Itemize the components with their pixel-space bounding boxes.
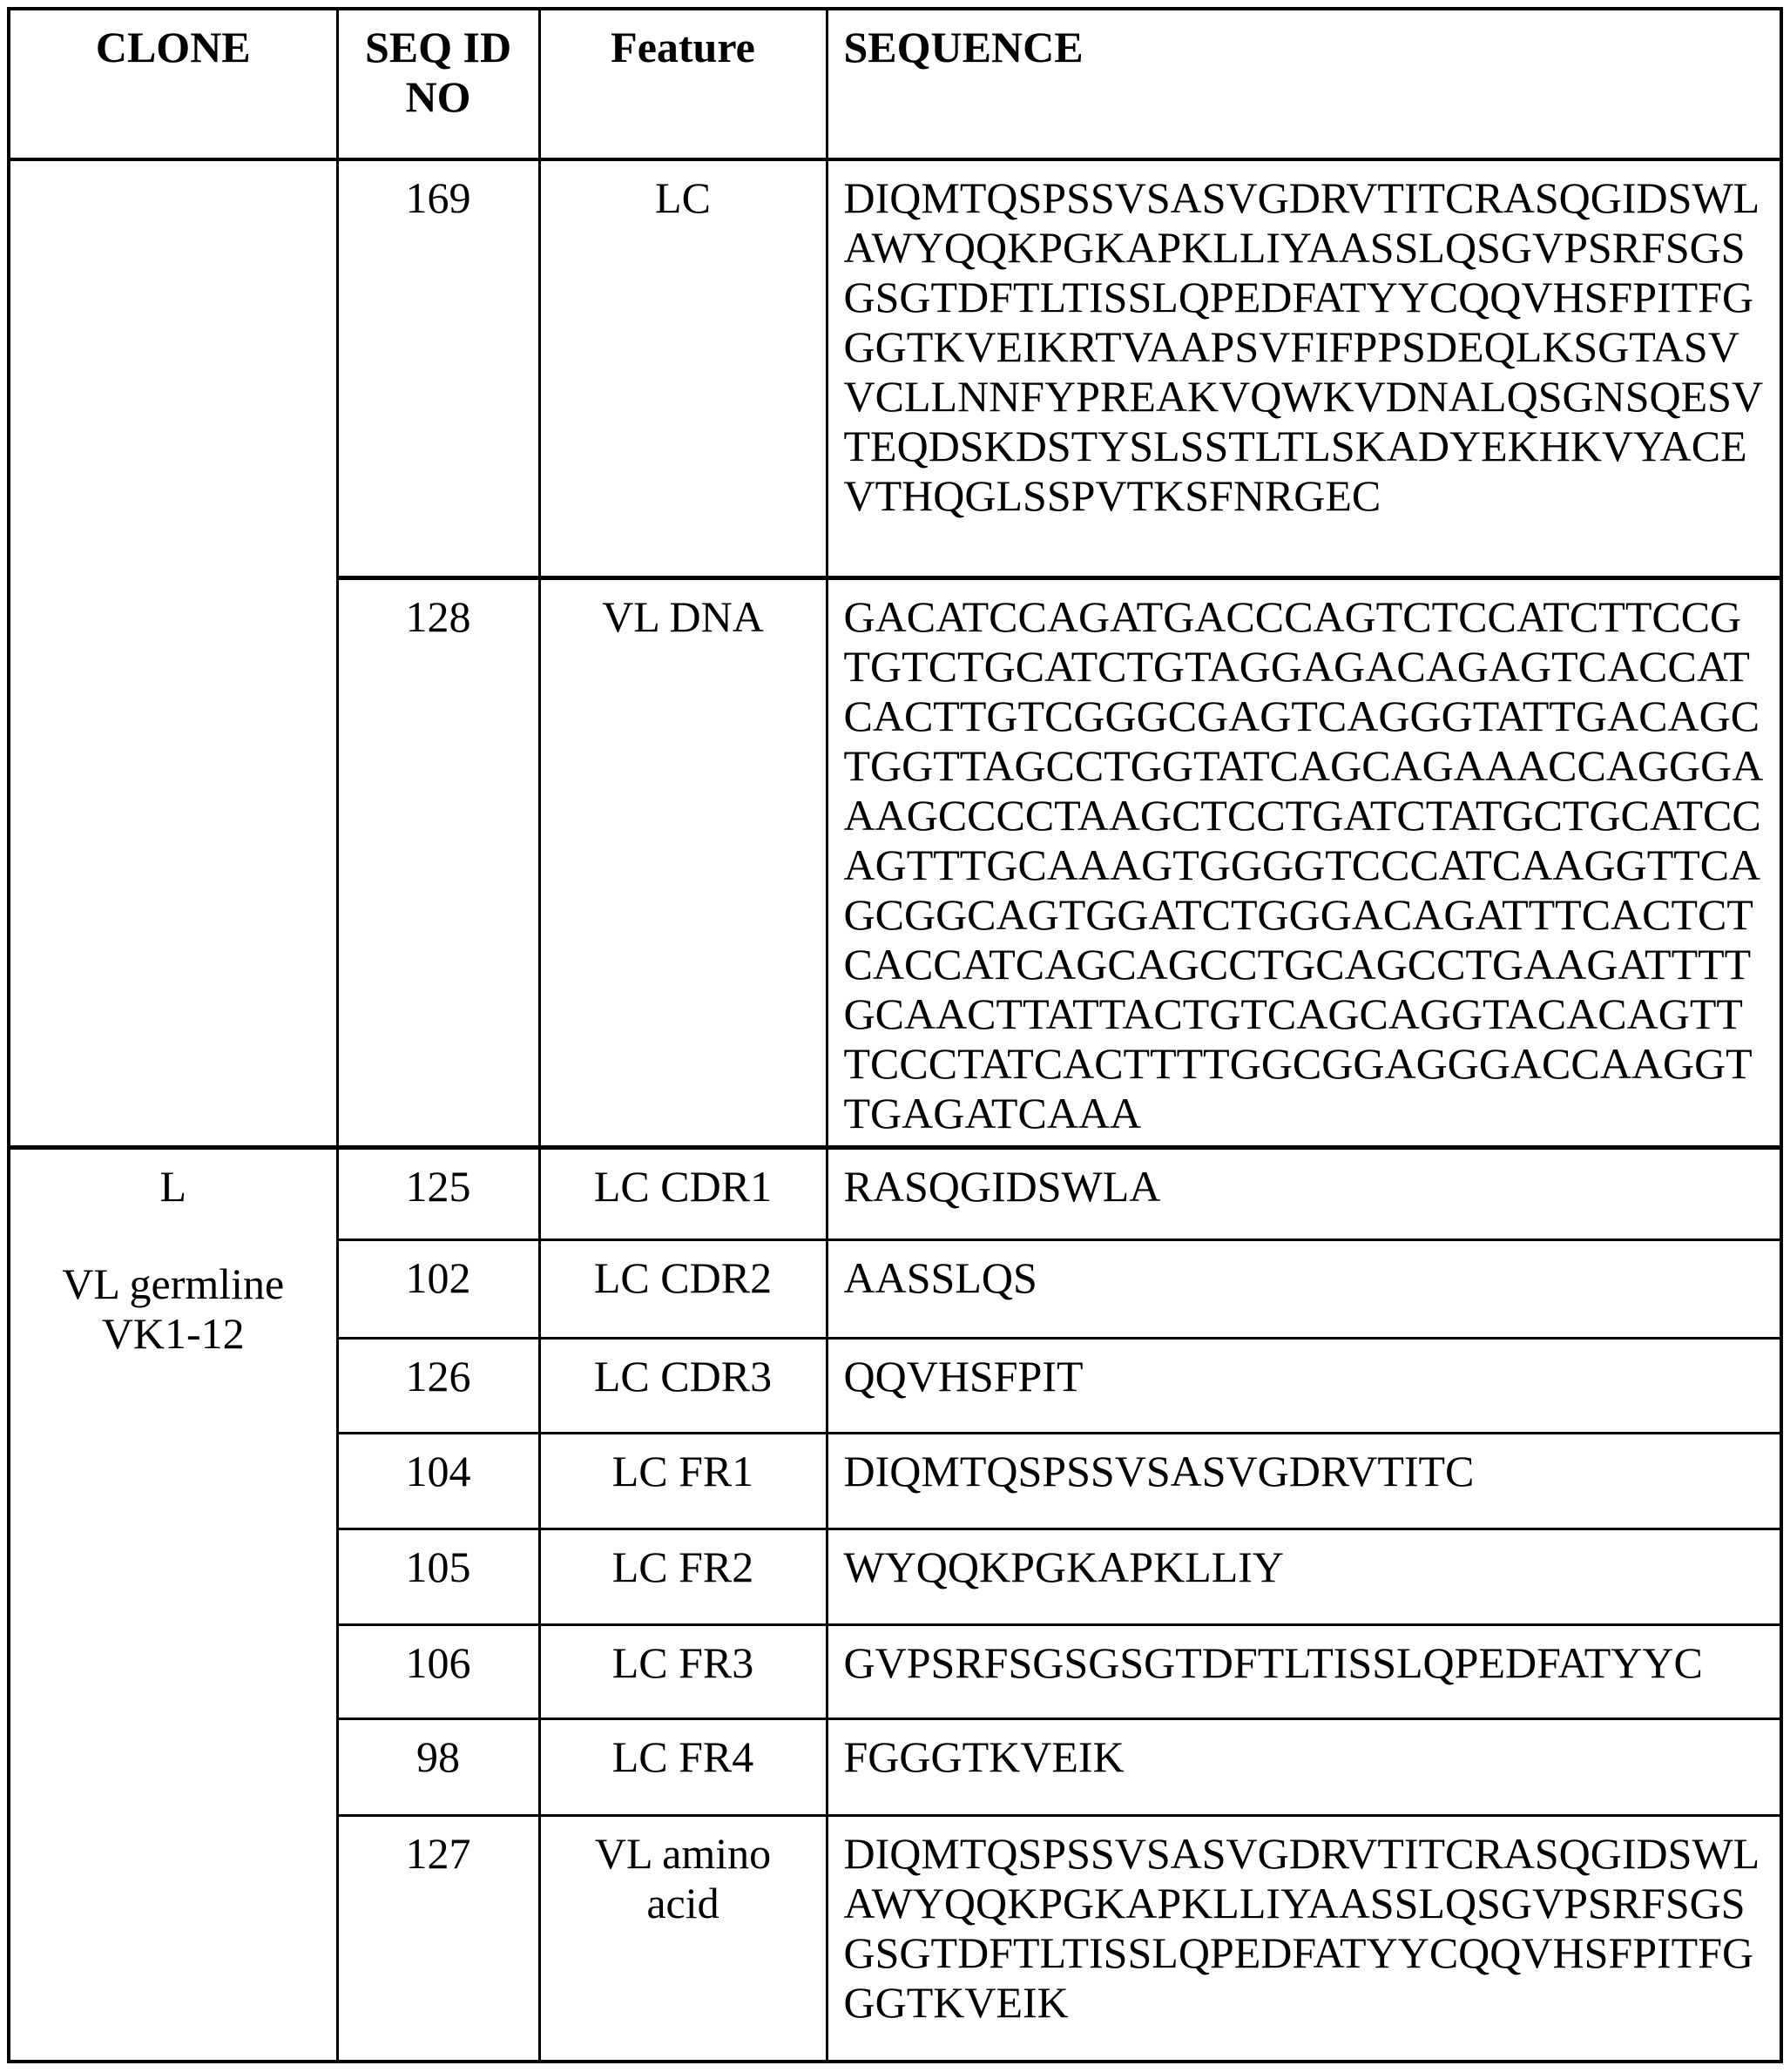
header-sequence: SEQUENCE [827, 9, 1781, 159]
feature-cell: LC FR2 [539, 1529, 827, 1624]
table-header-row [9, 9, 1781, 159]
seq-id-cell: 105 [337, 1529, 539, 1624]
clone-name: L [159, 1161, 187, 1211]
sequence-cell: DIQMTQSPSSVSASVGDRVTITCRASQGIDSWLAWYQQKPGKAPKLLIYAASSLQSGVPSRFSGSGSGTDFTLTISSLQPEDFATYYCQQVHSFPITFGGGTKVEIK [827, 1815, 1781, 2062]
feature-cell: LC FR4 [539, 1718, 827, 1815]
header-seq-id-no: SEQ ID NO [337, 9, 539, 159]
seq-id-cell: 98 [337, 1718, 539, 1815]
seq-id-cell: 128 [337, 577, 539, 1147]
sequence-cell: QQVHSFPIT [827, 1338, 1781, 1433]
clone-cell-empty [9, 159, 337, 1147]
feature-cell: VL DNA [539, 577, 827, 1147]
seq-id-cell: 169 [337, 159, 539, 577]
feature-cell: LC CDR2 [539, 1239, 827, 1338]
sequence-table [7, 7, 1783, 2063]
feature-cell: LC FR3 [539, 1624, 827, 1718]
feature-cell: LC FR1 [539, 1433, 827, 1529]
seq-id-cell: 106 [337, 1624, 539, 1718]
seq-id-cell: 125 [337, 1147, 539, 1239]
seq-id-cell: 127 [337, 1815, 539, 2062]
sequence-cell: RASQGIDSWLA [827, 1147, 1781, 1239]
feature-cell: LC CDR3 [539, 1338, 827, 1433]
clone-germline: VL germline VK1-12 [62, 1259, 285, 1358]
header-feature: Feature [539, 9, 827, 159]
table-row [9, 1147, 1781, 1239]
seq-id-cell: 104 [337, 1433, 539, 1529]
sequence-cell: GACATCCAGATGACCCAGTCTCCATCTTCCGTGTCTGCATCTGTAGGAGACAGAGTCACCATCACTTGTCGGGCGAGTCAGGGTATTGACAGCTGGTTAGCCTGGTATCAGCAGAAACCAGGGAAAGCCCCTAAGCTCCTGATCTATGCTGCATCCAGTTTGCAAAGTGGGGTCCCATCAAGGTTCAGCGGCAGTGGATCTGGGACAGATTTCACTCTCACCATCAGCAGCCTGCAGCCTGAAGATTTTGCAACTTATTACTGTCAGCAGGTACACAGTTTCCCTATCACTTTTGGCGGAGGGACCAAGGTTGAGATCAAA [827, 577, 1781, 1147]
feature-cell: VL amino acid [539, 1815, 827, 2062]
sequence-cell: DIQMTQSPSSVSASVGDRVTITCRASQGIDSWLAWYQQKPGKAPKLLIYAASSLQSGVPSRFSGSGSGTDFTLTISSLQPEDFATYYCQQVHSFPITFGGGTKVEIKRTVAAPSVFIFPPSDEQLKSGTASVVCLLNNFYPREAKVQWKVDNALQSGNSQESVTEQDSKDSTYSLSSTLTLSKADYEKHKVYACEVTHQGLSSPVTKSFNRGEC [827, 159, 1781, 577]
sequence-cell: DIQMTQSPSSVSASVGDRVTITC [827, 1433, 1781, 1529]
sequence-cell: GVPSRFSGSGSGTDFTLTISSLQPEDFATYYC [827, 1624, 1781, 1718]
sequence-cell: FGGGTKVEIK [827, 1718, 1781, 1815]
clone-cell-L [9, 1147, 337, 2062]
seq-id-cell: 102 [337, 1239, 539, 1338]
feature-cell: LC [539, 159, 827, 577]
header-clone: CLONE [9, 9, 337, 159]
sequence-cell: WYQQKPGKAPKLLIY [827, 1529, 1781, 1624]
seq-id-cell: 126 [337, 1338, 539, 1433]
sequence-cell: AASSLQS [827, 1239, 1781, 1338]
feature-cell: LC CDR1 [539, 1147, 827, 1239]
table-row [9, 159, 1781, 577]
